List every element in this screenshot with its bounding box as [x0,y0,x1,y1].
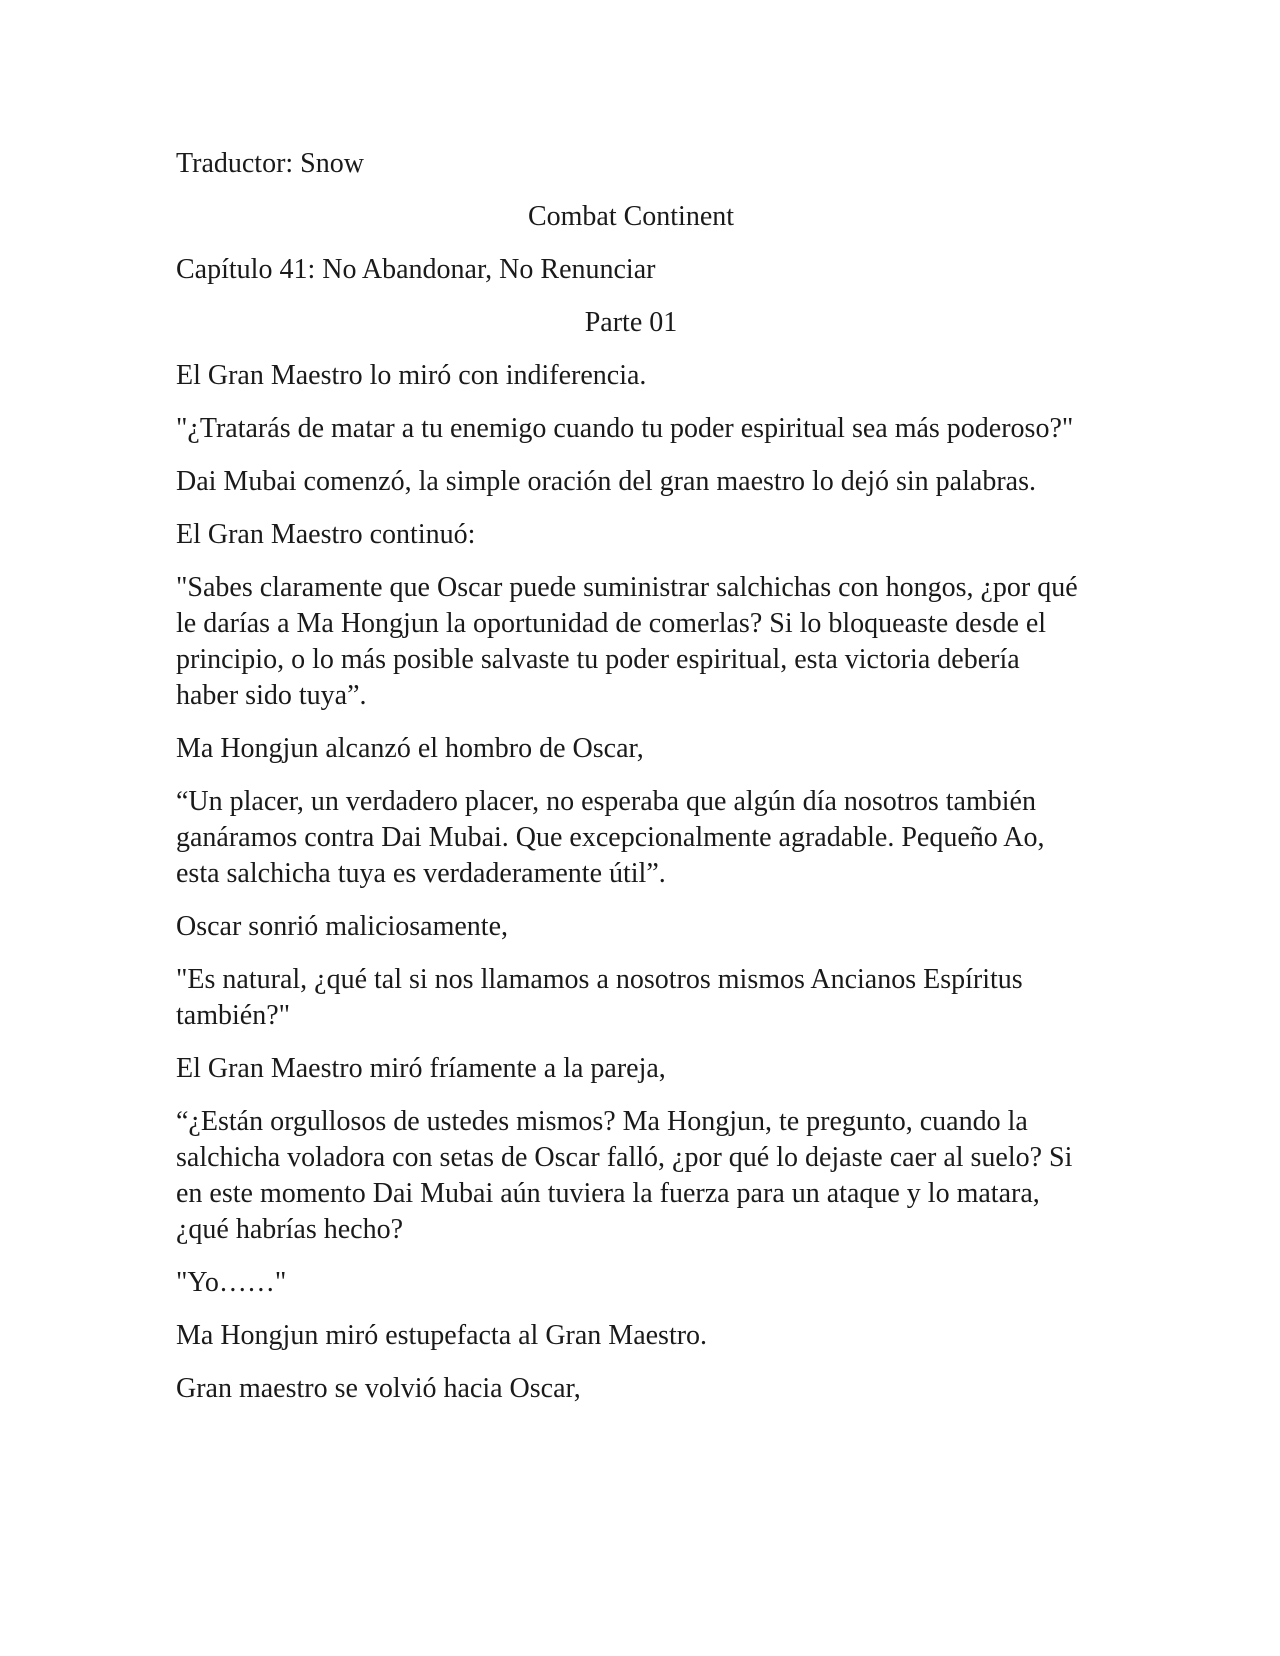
paragraph: "Sabes claramente que Oscar puede suministrar salchichas con hongos, ¿por qué le darías a Ma Hongjun la oportunidad de comerlas? Si lo bloqueaste desde el principio, o lo más posible salvaste tu poder espiritual, esta victoria debería haber sido tuya”. [176,572,1078,711]
paragraph: Ma Hongjun alcanzó el hombro de Oscar, [176,733,644,764]
paragraph: Ma Hongjun miró estupefacta al Gran Maestro. [176,1320,708,1351]
paragraph: El Gran Maestro continuó: [176,519,476,550]
series-title: Combat Continent [527,201,735,232]
paragraph: "¿Tratarás de matar a tu enemigo cuando tu poder espiritual sea más poderoso?" [176,413,1074,444]
paragraph: El Gran Maestro lo miró con indiferencia. [176,360,647,391]
chapter-title: Capítulo 41: No Abandonar, No Renunciar [176,254,656,285]
translator-credit: Traductor: Snow [176,148,364,179]
paragraph: “Un placer, un verdadero placer, no esperaba que algún día nosotros también ganáramos contra Dai Mubai. Que excepcionalmente agradable. Pequeño Ao, esta salchicha tuya es verdaderamente útil”. [176,786,1045,889]
paragraph: Oscar sonrió maliciosamente, [176,911,509,942]
document-page [176,146,1086,1424]
paragraph: El Gran Maestro miró fríamente a la pareja, [176,1053,666,1084]
paragraph: “¿Están orgullosos de ustedes mismos? Ma Hongjun, te pregunto, cuando la salchicha voladora con setas de Oscar falló, ¿por qué lo dejaste caer al suelo? Si en este momento Dai Mubai aún tuviera la fuerza para un ataque y lo matara, ¿qué habrías hecho? [176,1106,1073,1245]
part-label: Parte 01 [584,307,678,338]
paragraph: Gran maestro se volvió hacia Oscar, [176,1373,581,1404]
paragraph: Dai Mubai comenzó, la simple oración del gran maestro lo dejó sin palabras. [176,466,1036,497]
paragraph: "Yo……" [176,1267,287,1298]
paragraph: "Es natural, ¿qué tal si nos llamamos a nosotros mismos Ancianos Espíritus también?" [176,964,1023,1031]
